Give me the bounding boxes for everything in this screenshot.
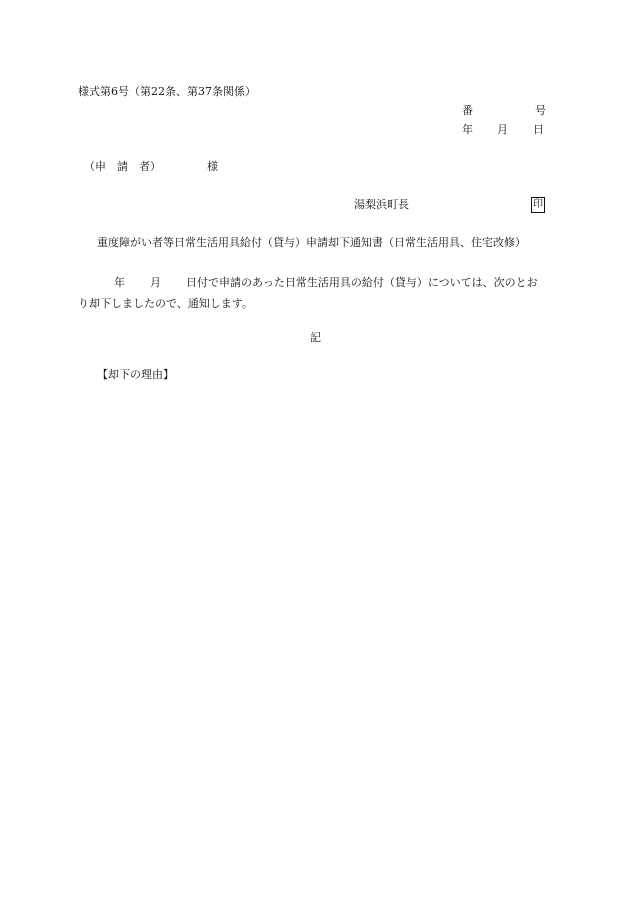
date-year: 年 [462, 123, 473, 136]
form-id: 様式第6号（第22条、第37条関係） [78, 85, 256, 98]
body-line-2: り却下しましたので、通知します。 [78, 297, 253, 310]
issuer-name: 湯梨浜町長 [354, 198, 409, 211]
seal-mark: 印 [531, 197, 545, 213]
recipient-honorific: 様 [207, 160, 218, 173]
recipient-label: （申 請 者） [84, 160, 161, 173]
body-year: 年 [114, 276, 125, 289]
body-month: 月 [150, 276, 161, 289]
date-day: 日 [533, 123, 544, 136]
body-line-1-text: 日付で申請のあった日常生活用具の給付（貸与）については、次のとお [186, 276, 538, 289]
date-month: 月 [497, 123, 508, 136]
body-line-1 [78, 272, 558, 293]
number-suffix: 号 [535, 104, 546, 117]
number-label: 番 [462, 104, 473, 117]
body-paragraph [78, 272, 558, 314]
ki-mark: 記 [310, 331, 321, 344]
document-title: 重度障がい者等日常生活用具給付（貸与）申請却下通知書（日常生活用具、住宅改修） [97, 236, 526, 249]
reason-heading: 【却下の理由】 [97, 368, 174, 381]
